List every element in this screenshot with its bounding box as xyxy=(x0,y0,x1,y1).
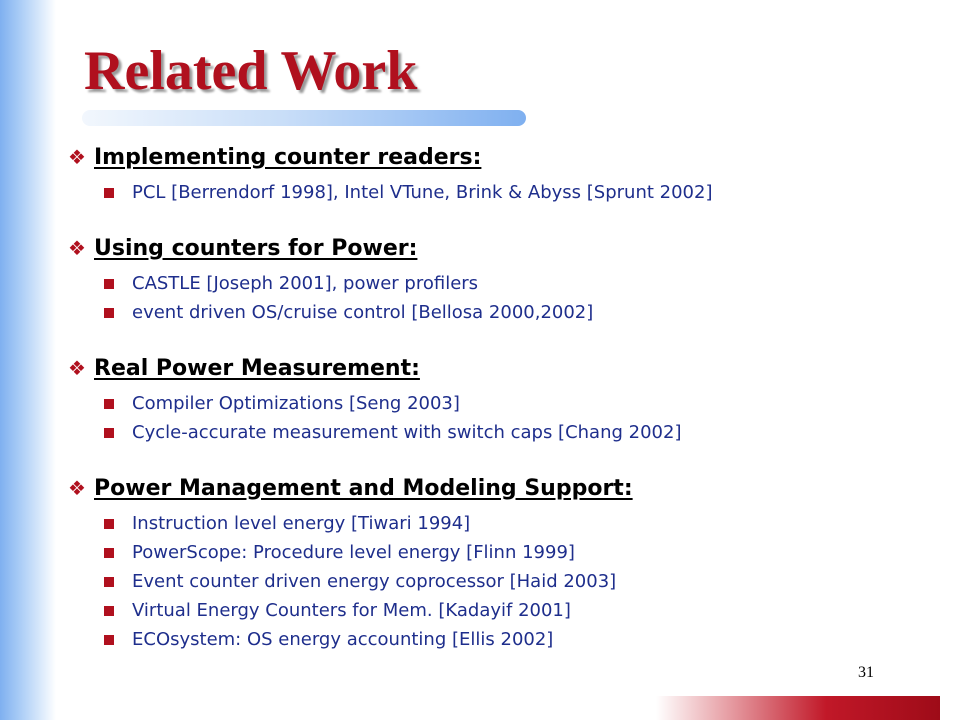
slide-content xyxy=(60,136,940,674)
square-bullet-icon xyxy=(104,548,114,558)
page-number: 31 xyxy=(858,664,874,681)
square-bullet-icon xyxy=(104,428,114,438)
section-counters-power xyxy=(60,227,940,327)
diamond-icon: ❖ xyxy=(68,145,86,169)
square-bullet-icon xyxy=(104,399,114,409)
section-title: Implementing counter readers: xyxy=(94,144,482,170)
section-heading xyxy=(60,136,940,178)
list-item xyxy=(60,625,940,654)
section-title: Power Management and Modeling Support: xyxy=(94,475,633,501)
section-counter-readers xyxy=(60,136,940,207)
section-heading xyxy=(60,467,940,509)
square-bullet-icon xyxy=(104,606,114,616)
list-item-text: Virtual Energy Counters for Mem. [Kadayif 2001] xyxy=(132,600,571,621)
square-bullet-icon xyxy=(104,577,114,587)
slide-title: Related Work xyxy=(84,40,418,102)
list-item xyxy=(60,298,940,327)
section-heading xyxy=(60,227,940,269)
list-item xyxy=(60,389,940,418)
list-item-text: ECOsystem: OS energy accounting [Ellis 2002] xyxy=(132,629,554,650)
square-bullet-icon xyxy=(104,188,114,198)
section-title: Real Power Measurement: xyxy=(94,355,420,381)
diamond-icon: ❖ xyxy=(68,236,86,260)
list-item xyxy=(60,269,940,298)
left-gradient-band xyxy=(0,0,56,720)
list-item-text: PowerScope: Procedure level energy [Flinn 1999] xyxy=(132,542,575,563)
square-bullet-icon xyxy=(104,279,114,289)
square-bullet-icon xyxy=(104,519,114,529)
section-heading xyxy=(60,347,940,389)
square-bullet-icon xyxy=(104,635,114,645)
section-power-management-modeling xyxy=(60,467,940,654)
corner-accent-bar xyxy=(656,696,940,720)
list-item-text: CASTLE [Joseph 2001], power profilers xyxy=(132,273,479,294)
list-item xyxy=(60,178,940,207)
diamond-icon: ❖ xyxy=(68,476,86,500)
list-item-text: Instruction level energy [Tiwari 1994] xyxy=(132,513,471,534)
list-item xyxy=(60,538,940,567)
list-item xyxy=(60,509,940,538)
list-item xyxy=(60,567,940,596)
list-item-text: Event counter driven energy coprocessor [Haid 2003] xyxy=(132,571,617,592)
list-item xyxy=(60,418,940,447)
list-item-text: Cycle-accurate measurement with switch caps [Chang 2002] xyxy=(132,422,682,443)
list-item-text: Compiler Optimizations [Seng 2003] xyxy=(132,393,460,414)
list-item-text: PCL [Berrendorf 1998], Intel VTune, Brink & Abyss [Sprunt 2002] xyxy=(132,182,713,203)
square-bullet-icon xyxy=(104,308,114,318)
list-item xyxy=(60,596,940,625)
section-real-power-measurement xyxy=(60,347,940,447)
title-underline-bar xyxy=(82,110,526,126)
list-item-text: event driven OS/cruise control [Bellosa 2000,2002] xyxy=(132,302,594,323)
diamond-icon: ❖ xyxy=(68,356,86,380)
section-title: Using counters for Power: xyxy=(94,235,418,261)
